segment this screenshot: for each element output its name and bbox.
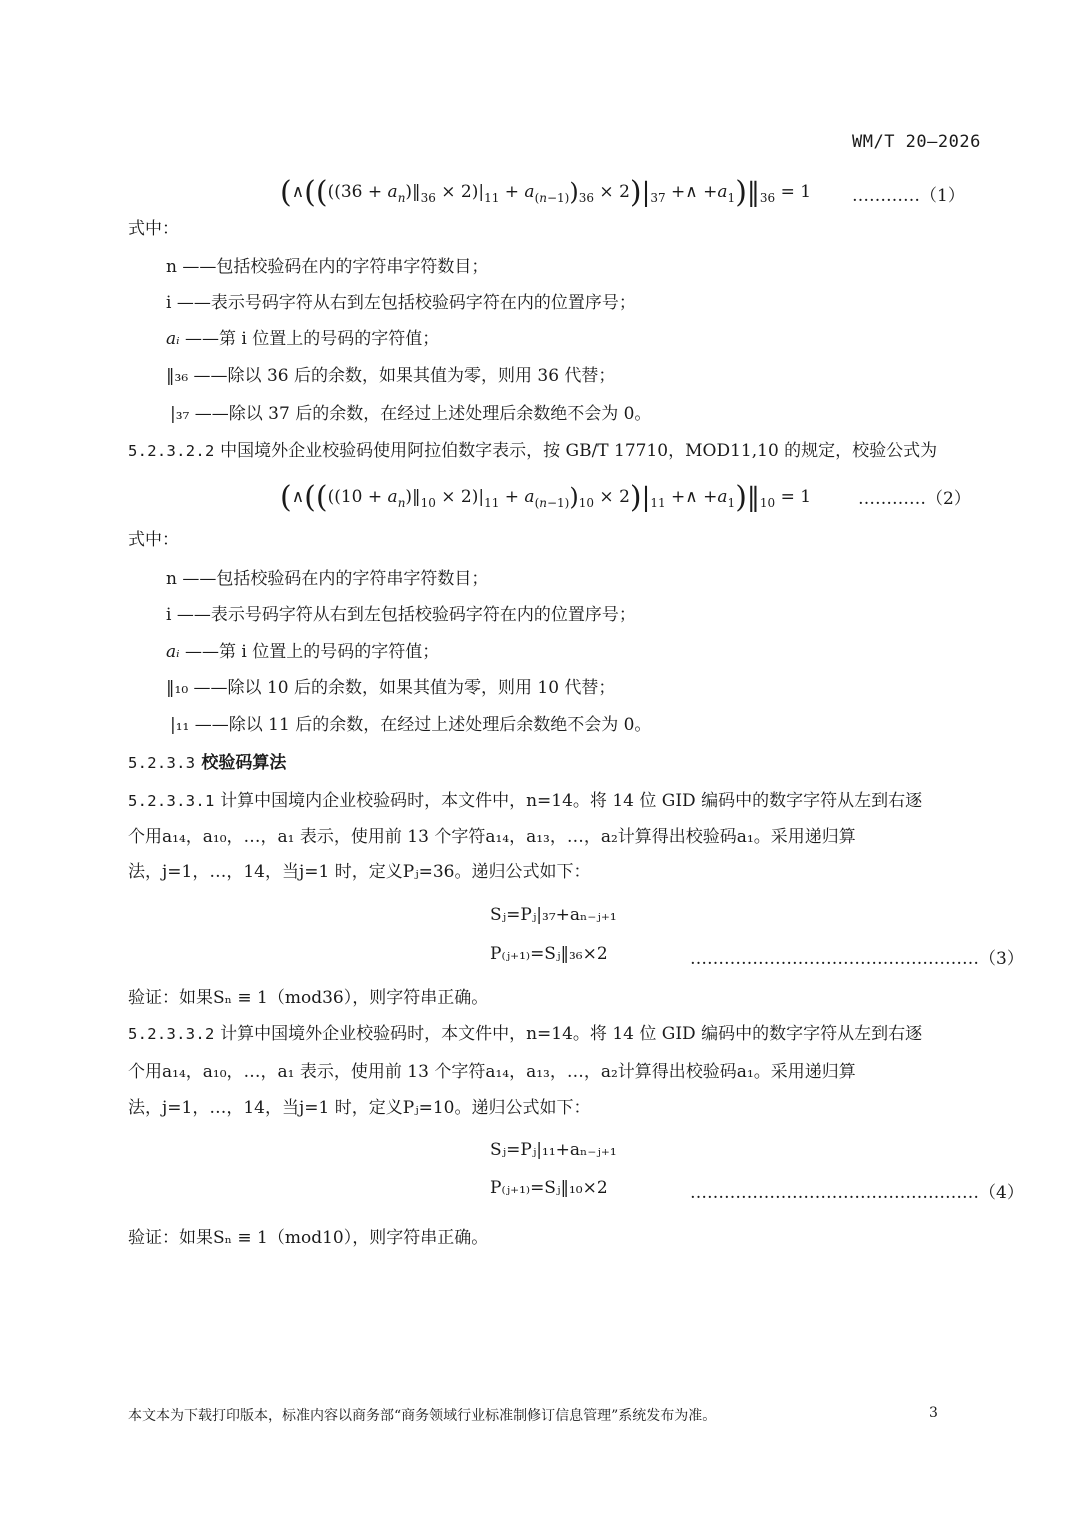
- where-desc: ——表示号码字符从右到左包括校验码字符在内的位置序号；: [176, 293, 636, 313]
- where-item: [166, 328, 439, 350]
- where-item: [170, 403, 651, 425]
- where-symbol: i: [166, 605, 172, 625]
- where-symbol: n: [166, 569, 177, 589]
- recursion-formula-s: Sⱼ=Pⱼ|₁₁+aₙ₋ⱼ₊₁: [490, 1140, 617, 1160]
- where-desc: ——包括校验码在内的字符串字符数目；: [182, 569, 489, 589]
- where-symbol: |₃₇: [170, 404, 190, 424]
- where-item: [166, 256, 488, 278]
- where-item: [166, 677, 615, 699]
- where-symbol: i: [166, 293, 172, 313]
- clause-text: 计算中国境内企业校验码时，本文件中，n=14。将 14 位 GID 编码中的数字字符从左到右逐: [220, 791, 923, 811]
- where-title: 式中：: [128, 530, 179, 550]
- where-desc: ——包括校验码在内的字符串字符数目；: [182, 257, 489, 277]
- clause-text: 计算中国境外企业校验码时，本文件中，n=14。将 14 位 GID 编码中的数字字符从左到右逐: [220, 1024, 923, 1044]
- recursion-formula-s: Sⱼ=Pⱼ|₃₇+aₙ₋ⱼ₊₁: [490, 905, 617, 925]
- verification-text: 验证：如果Sₙ ≡ 1（mod10），则字符串正确。: [128, 1228, 489, 1248]
- paragraph-5-2-3-3-2-line3: 法，j=1，…，14，当j=1 时，定义Pⱼ=10。递归公式如下：: [128, 1098, 591, 1118]
- equation-1-number: …………（1）: [852, 186, 965, 206]
- clause-number: 5.2.3.2.2: [128, 442, 215, 460]
- where-title: 式中：: [128, 219, 179, 239]
- where-desc: ——表示号码字符从右到左包括校验码字符在内的位置序号；: [176, 605, 636, 625]
- paragraph-5-2-3-3-1-line2: 个用a₁₄，a₁₀，…，a₁ 表示，使用前 13 个字符a₁₄，a₁₃，…，a₂计算得出校验码a₁。采用递归算: [128, 827, 856, 847]
- paragraph-5-2-3-3-2-line2: 个用a₁₄，a₁₀，…，a₁ 表示，使用前 13 个字符a₁₄，a₁₃，…，a₂计算得出校验码a₁。采用递归算: [128, 1062, 856, 1082]
- where-symbol: aᵢ: [166, 642, 180, 662]
- document-code: WM/T 20—2026: [852, 132, 981, 152]
- paragraph-5-2-3-3-2-line1: [128, 1023, 922, 1045]
- section-heading: [128, 752, 286, 774]
- where-symbol: aᵢ: [166, 329, 180, 349]
- section-number: 5.2.3.3: [128, 754, 196, 772]
- where-desc: ——除以 36 后的余数，如果其值为零，则用 36 代替；: [193, 366, 616, 386]
- footer-note: 本文本为下载打印版本，标准内容以商务部“商务领域行业标准制修订信息管理”系统发布为准。: [128, 1408, 717, 1424]
- paragraph-5-2-3-3-1-line3: 法，j=1，…，14，当j=1 时，定义Pⱼ=36。递归公式如下：: [128, 862, 591, 882]
- clause-number: 5.2.3.3.1: [128, 792, 215, 810]
- where-item: [170, 714, 651, 736]
- equation-1: (∧((((36 + $a_n)‖_{36} \times 2)|_{11} + a_{(n-1)})_{36} \times 2)|_{37}$ +∧ $+a_1)‖_{36} = 1$: [280, 175, 812, 210]
- where-symbol: ‖₃₆: [166, 366, 189, 386]
- where-desc: ——除以 10 后的余数，如果其值为零，则用 10 代替；: [193, 678, 616, 698]
- where-desc: ——第 i 位置上的号码的字符值；: [184, 329, 440, 349]
- page-number: 3: [929, 1405, 938, 1421]
- where-desc: ——除以 11 后的余数，在经过上述处理后余数绝不会为 0。: [194, 715, 652, 735]
- verification-text: 验证：如果Sₙ ≡ 1（mod36），则字符串正确。: [128, 988, 489, 1008]
- equation-4-number: ……………………………………………（4）: [690, 1183, 1024, 1203]
- where-item: [166, 292, 636, 314]
- where-item: [166, 365, 615, 387]
- where-symbol: n: [166, 257, 177, 277]
- equation-2-number: …………（2）: [858, 489, 971, 509]
- equation-2: (∧((((10 + $a_n)‖_{10} \times 2)|_{11} + a_{(n-1)})_{10} \times 2)|_{11}$ +∧ $+a_1)‖_{10} = 1$: [280, 480, 812, 515]
- where-symbol: ‖₁₀: [166, 678, 189, 698]
- recursion-formula-p: P₍ⱼ₊₁₎=Sⱼ‖₃₆×2: [490, 944, 608, 964]
- clause-number: 5.2.3.3.2: [128, 1025, 215, 1043]
- where-desc: ——第 i 位置上的号码的字符值；: [184, 642, 440, 662]
- where-item: [166, 568, 488, 590]
- where-item: [166, 604, 636, 626]
- equation-3-number: ……………………………………………（3）: [690, 949, 1024, 969]
- clause-text: 中国境外企业校验码使用阿拉伯数字表示，按 GB/T 17710，MOD11,10 的规定，校验公式为: [220, 441, 938, 461]
- where-symbol: |₁₁: [170, 715, 190, 735]
- paragraph-5-2-3-2-2: [128, 440, 937, 462]
- section-title: 校验码算法: [201, 753, 287, 773]
- paragraph-5-2-3-3-1-line1: [128, 790, 922, 812]
- where-item: [166, 641, 439, 663]
- where-desc: ——除以 37 后的余数，在经过上述处理后余数绝不会为 0。: [194, 404, 652, 424]
- recursion-formula-p: P₍ⱼ₊₁₎=Sⱼ‖₁₀×2: [490, 1178, 608, 1198]
